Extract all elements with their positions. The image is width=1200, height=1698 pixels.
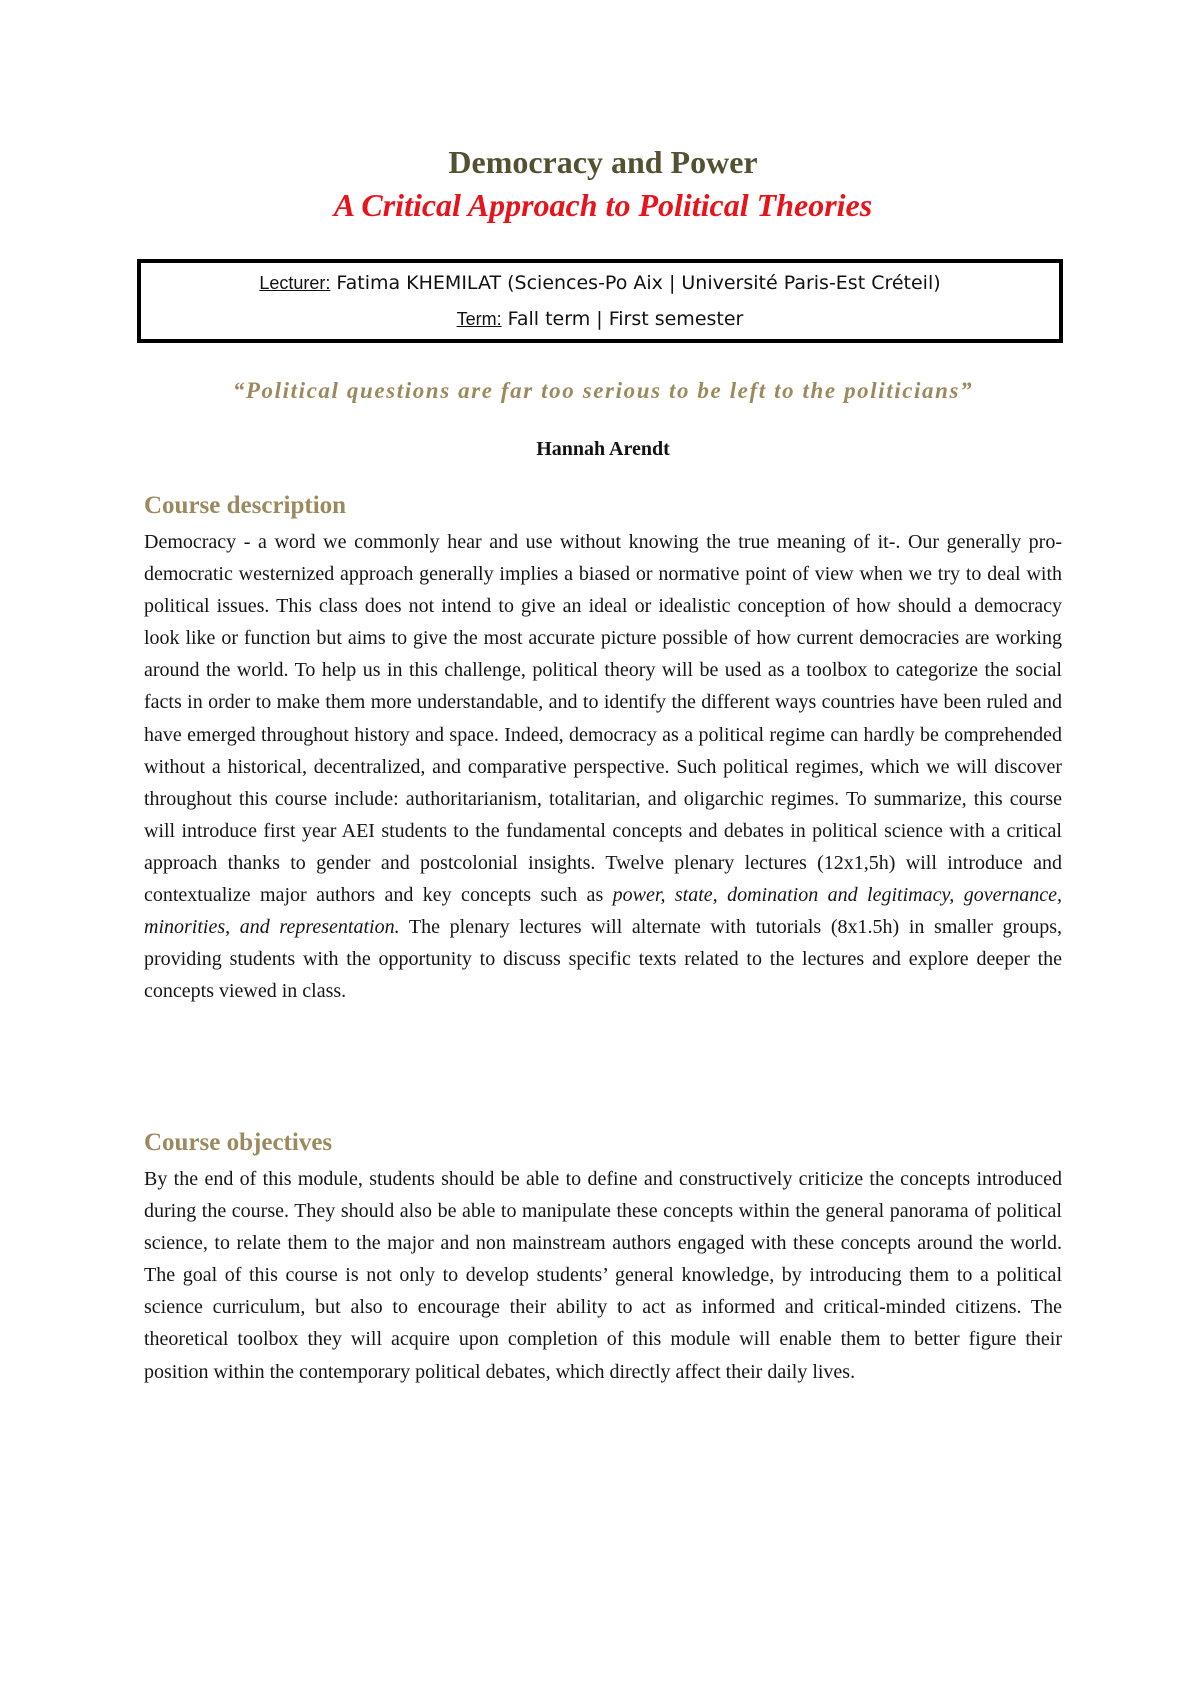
course-info-box xyxy=(137,259,1063,343)
term-label: Term: xyxy=(456,309,502,329)
epigraph-quote: “Political questions are far too serious to be left to the politicians” xyxy=(232,378,974,403)
course-objectives-text: By the end of this module, students should be able to define and constructively criticize the concepts introduced during the course. They should also be able to manipulate these concepts within the general panorama of political science, to relate them to the major and non mainstream authors engaged with these concepts around the world. The goal of this course is not only to develop students’ general knowledge, by introducing them to a political science curriculum, but also to encourage their ability to act as informed and critical-minded citizens. The theoretical toolbox they will acquire upon completion of this module will enable them to better figure their position within the contemporary political debates, which directly affect their daily lives. xyxy=(144,1168,1062,1383)
course-description-body: Democracy - a word we commonly hear and use without knowing the true meaning of it-. Our generally pro-democratic westernized approach generally implies a biased or normative point of view when we try to deal with political issues. This class does not intend to give an ideal or idealistic conception of how should a democracy look like or function but aims to give the most accurate picture possible of how current democracies are working around the world. To help us in this challenge, political theory will be used as a toolbox to categorize the social facts in order to make them more understandable, and to identify the different ways countries have been ruled and have emerged throughout history and space. Indeed, democracy as a political regime can hardly be comprehended without a historical, decentralized, and comparative perspective. Such political regimes, which we will discover throughout this course include: authoritarianism, totalitarian, and oligarchic regimes. To summarize, this course will introduce first year AEI students to the fundamental concepts and debates in political science with a critical approach thanks to gender and postcolonial insights. Twelve plenary lectures (12x1,5h) will introduce and contextualize major authors and key concepts such as xyxy=(144,531,1062,907)
document-title: Democracy and Power xyxy=(448,144,758,180)
course-description-body-end: The plenary lectures will alternate with tutorials (8x1.5h) in smaller groups, providing students with the opportunity to discuss specific texts related to the lectures and explore deeper the concepts viewed in class. xyxy=(144,916,1063,1003)
term-line xyxy=(141,308,1059,330)
term-value: Fall term | First semester xyxy=(501,308,744,330)
quote-author: Hannah Arendt xyxy=(536,438,670,460)
key-concepts: power, state, domination and legitimacy, governance, minorities, and representation. xyxy=(144,884,1062,939)
lecturer-line xyxy=(141,272,1059,294)
lecturer-label: Lecturer: xyxy=(259,273,331,293)
document-subtitle: A Critical Approach to Political Theories xyxy=(333,187,873,223)
course-description-heading: Course description xyxy=(144,492,347,519)
course-description-text xyxy=(144,526,1062,1007)
course-objectives-heading: Course objectives xyxy=(144,1129,333,1156)
lecturer-value: Fatima KHEMILAT (Sciences-Po Aix | Université Paris-Est Créteil) xyxy=(330,272,941,294)
